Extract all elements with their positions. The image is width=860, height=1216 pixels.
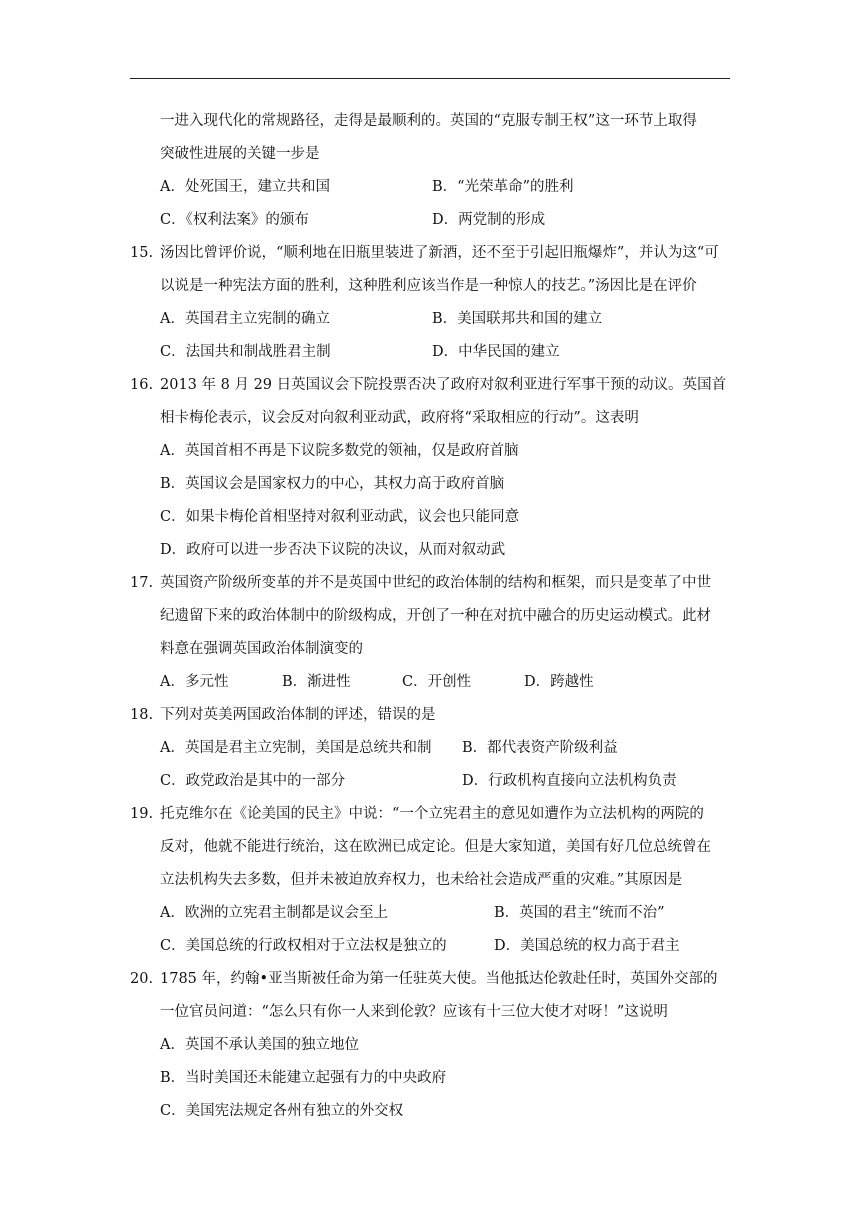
q18-option-a: A．英国是君主立宪制，美国是总统共和制 — [160, 740, 432, 756]
q19-option-c: C．美国总统的行政权相对于立法权是独立的 — [160, 938, 447, 954]
q14-stem-line-2: 突破性进展的关键一步是 — [160, 146, 320, 162]
q15-option-d: D．中华民国的建立 — [432, 344, 560, 360]
q16-option-c: C．如果卡梅伦首相坚持对叙利亚动武，议会也只能同意 — [160, 509, 520, 525]
q20-option-b: B．当时美国还未能建立起强有力的中央政府 — [160, 1070, 447, 1086]
q19-option-a: A．欧洲的立宪君主制都是议会至上 — [160, 905, 388, 921]
q14-option-c: C．《权利法案》的颁布 — [160, 212, 309, 228]
q15-stem-line-1: 汤因比曾评价说，“顺利地在旧瓶里装进了新酒，还不至于引起旧瓶爆炸”，并认为这“可 — [160, 245, 719, 261]
q14-stem-line-1: 一进入现代化的常规路径，走得是最顺利的。英国的“克服专制王权”这一环节上取得 — [160, 113, 697, 129]
q20-option-a: A．英国不承认美国的独立地位 — [160, 1037, 359, 1053]
q15-option-a: A．英国君主立宪制的确立 — [160, 311, 330, 327]
q20-stem-line-2: 一位官员问道：“怎么只有你一人来到伦敦？应该有十三位大使才对呀！”这说明 — [160, 1004, 668, 1020]
q16-stem-line-1: 2013 年 8 月 29 日英国议会下院投票否决了政府对叙利亚进行军事干预的动议。英国首 — [160, 377, 727, 393]
q17-number: 17. — [130, 575, 154, 591]
q18-option-d: D．行政机构直接向立法机构负责 — [462, 773, 677, 789]
q14-option-d: D．两党制的形成 — [432, 212, 546, 228]
q16-option-b: B．英国议会是国家权力的中心，其权力高于政府首脑 — [160, 476, 505, 492]
q19-stem-line-3: 立法机构失去多数，但并未被迫放弃权力，也未给社会造成严重的灾难。”其原因是 — [160, 872, 683, 888]
header-rule — [130, 78, 730, 79]
q16-number: 16. — [130, 377, 154, 393]
q17-option-b: B．渐进性 — [282, 674, 351, 690]
q17-option-a: A．多元性 — [160, 674, 229, 690]
q14-option-a: A．处死国王，建立共和国 — [160, 179, 330, 195]
q18-option-b: B．都代表资产阶级利益 — [462, 740, 618, 756]
q19-option-d: D．美国总统的权力高于君主 — [494, 938, 680, 954]
q14-option-b: B．“光荣革命”的胜利 — [432, 179, 574, 195]
q17-stem-line-2: 纪遗留下来的政治体制中的阶级构成，开创了一种在对抗中融合的历史运动模式。此材 — [160, 608, 711, 624]
q17-stem-line-3: 料意在强调英国政治体制演变的 — [160, 641, 363, 657]
q15-stem-line-2: 以说是一种宪法方面的胜利，这种胜利应该当作是一种惊人的技艺。”汤因比是在评价 — [160, 278, 697, 294]
q15-option-b: B．美国联邦共和国的建立 — [432, 311, 603, 327]
q19-stem-line-1: 托克维尔在《论美国的民主》中说：“一个立宪君主的意见如遭作为立法机构的两院的 — [160, 806, 704, 822]
q18-stem-line-1: 下列对英美两国政治体制的评述，错误的是 — [160, 707, 436, 723]
q15-number: 15. — [130, 245, 154, 261]
q16-option-a: A．英国首相不再是下议院多数党的领袖，仅是政府首脑 — [160, 443, 519, 459]
q20-number: 20. — [130, 971, 154, 987]
q20-stem-line-1: 1785 年，约翰•亚当斯被任命为第一任驻英大使。当他抵达伦敦赴任时，英国外交部的 — [160, 971, 718, 987]
q18-number: 18. — [130, 707, 154, 723]
q18-option-c: C．政党政治是其中的一部分 — [160, 773, 346, 789]
q17-option-c: C．开创性 — [402, 674, 472, 690]
q19-stem-line-2: 反对，他就不能进行统治，这在欧洲已成定论。但是大家知道，美国有好几位总统曾在 — [160, 839, 711, 855]
q20-option-c: C．美国宪法规定各州有独立的外交权 — [160, 1103, 404, 1119]
q19-number: 19. — [130, 806, 154, 822]
q16-option-d: D．政府可以进一步否决下议院的决议，从而对叙动武 — [160, 542, 506, 558]
q17-option-d: D．跨越性 — [524, 674, 594, 690]
q15-option-c: C．法国共和制战胜君主制 — [160, 344, 331, 360]
q17-stem-line-1: 英国资产阶级所变革的并不是英国中世纪的政治体制的结构和框架，而只是变革了中世 — [160, 575, 711, 591]
q16-stem-line-2: 相卡梅伦表示，议会反对向叙利亚动武，政府将“采取相应的行动”。这表明 — [160, 410, 639, 426]
q19-option-b: B．英国的君主“统而不治” — [494, 905, 665, 921]
